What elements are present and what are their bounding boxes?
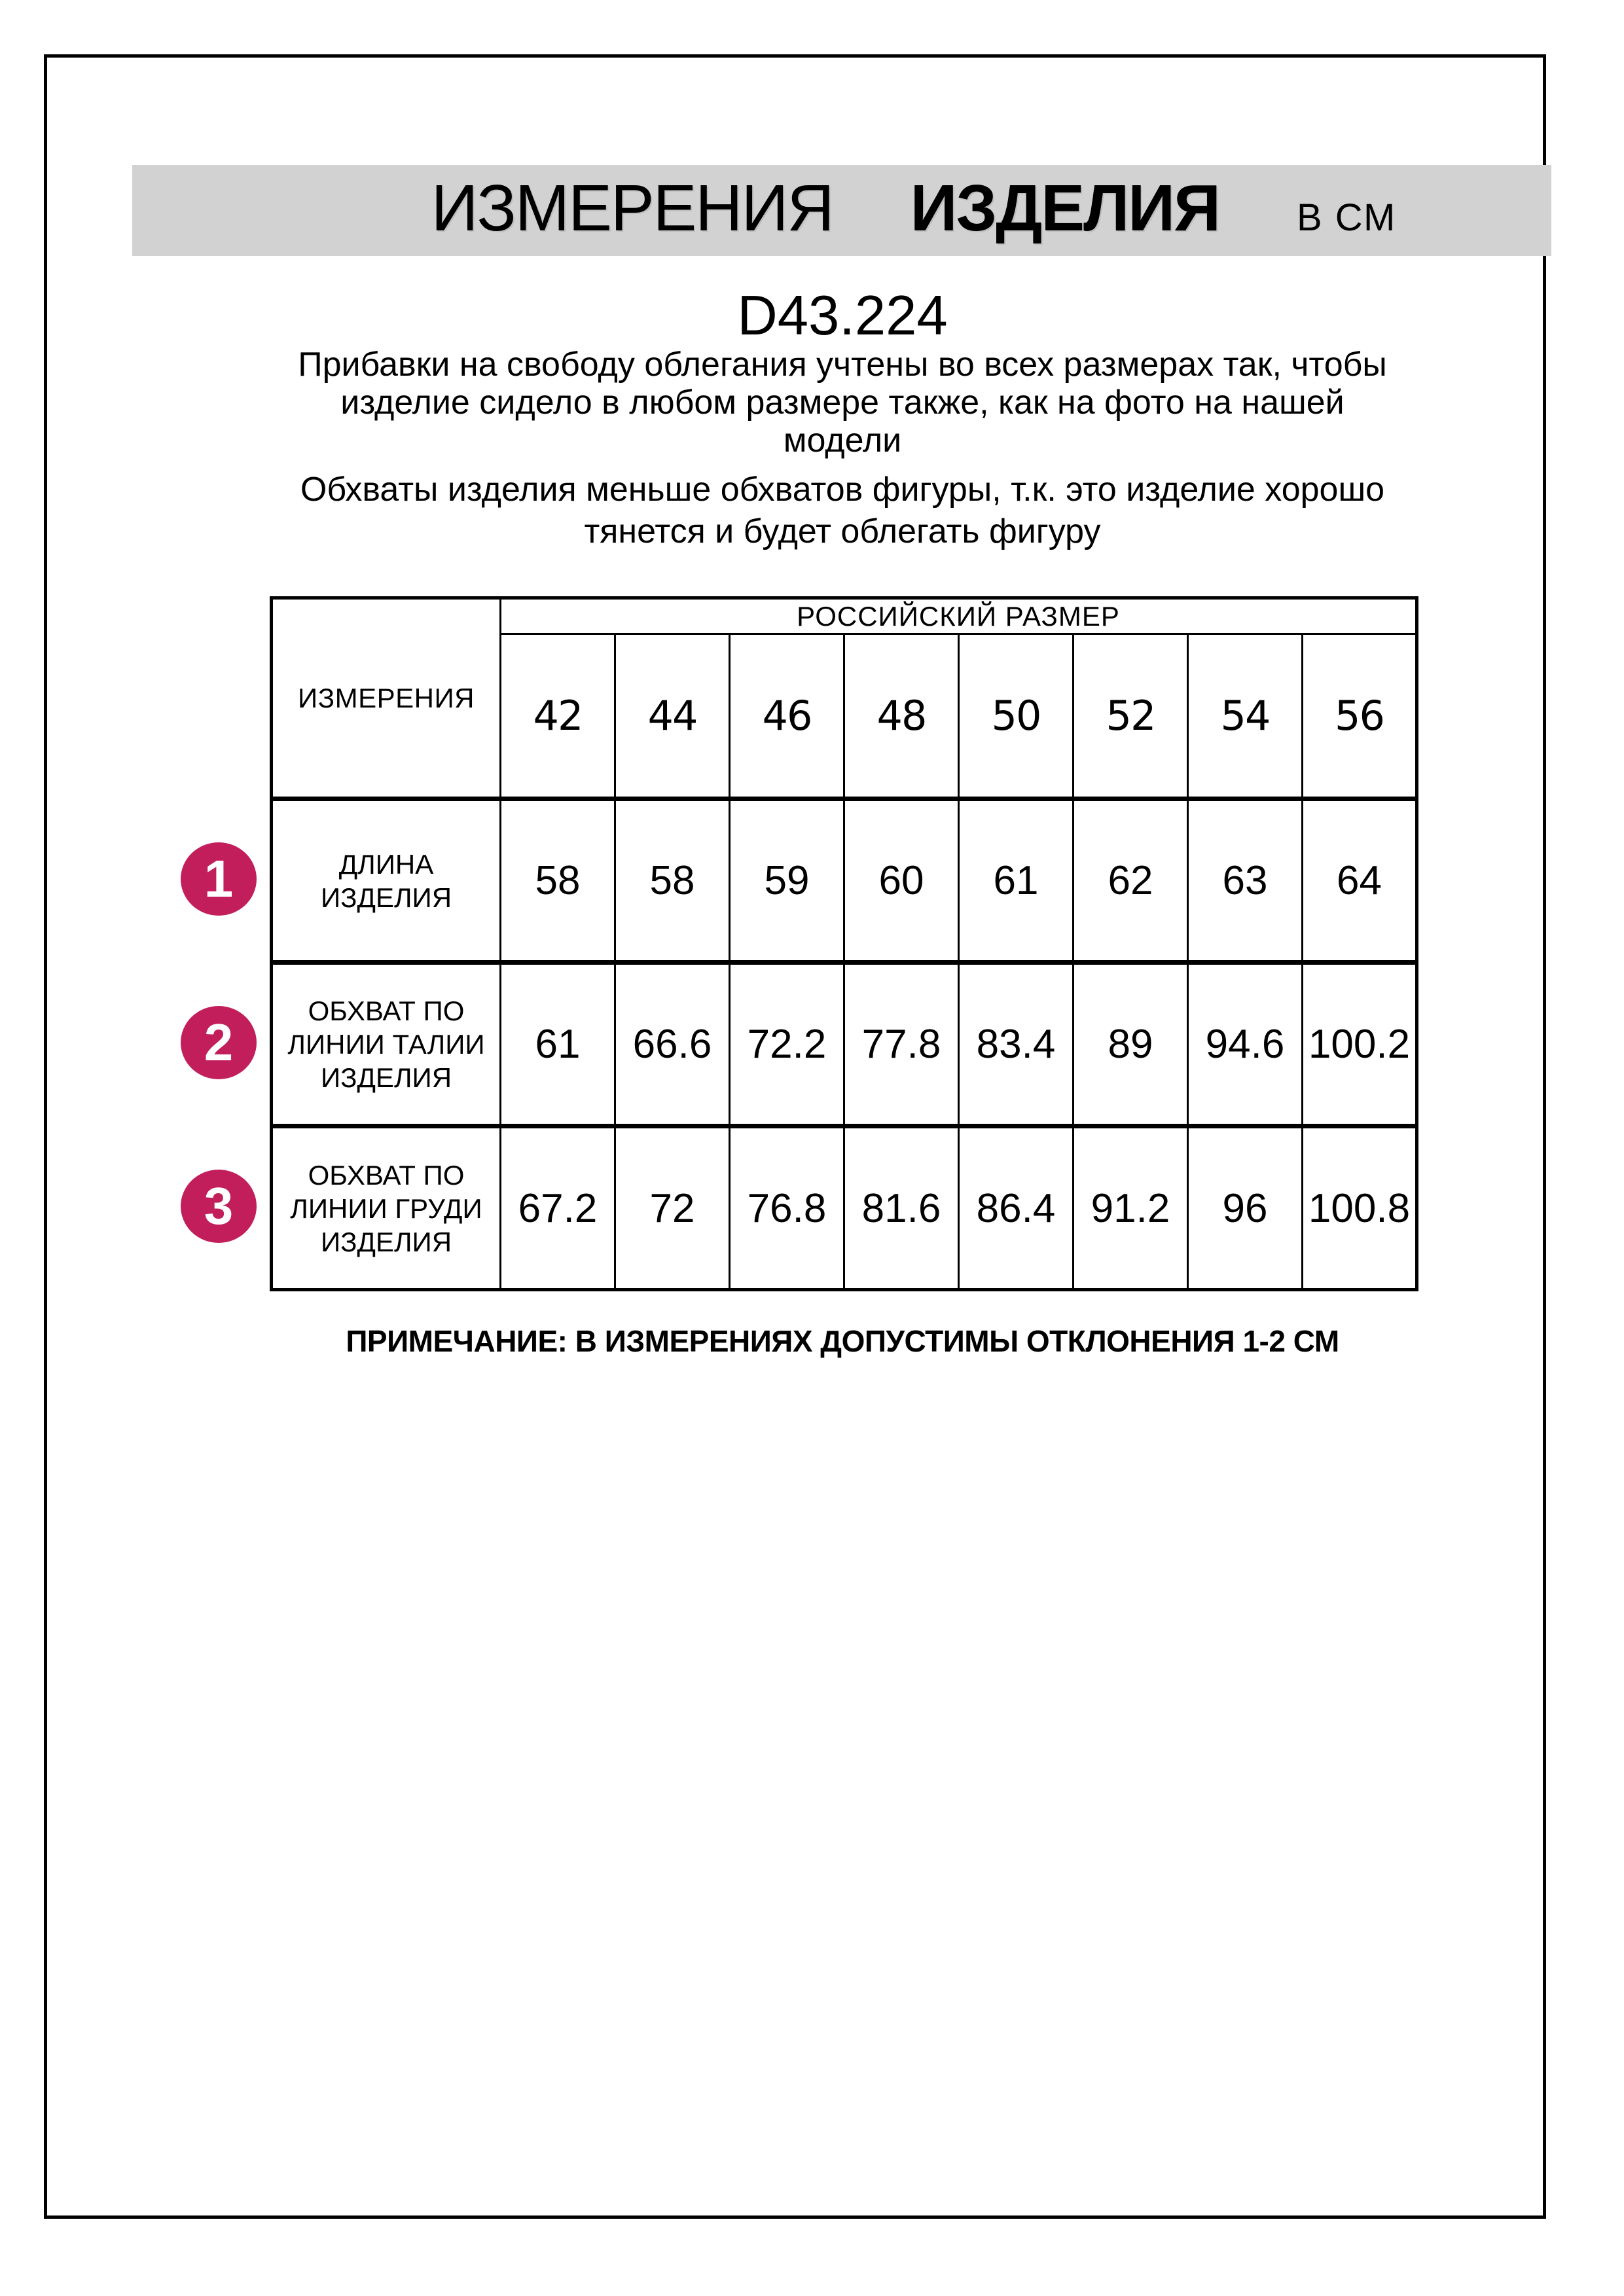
row-label-line: ОБХВАТ ПО bbox=[308, 1159, 465, 1191]
intro-paragraph-1-line-1: Прибавки на свободу облегания учтены во всех размерах так, чтобы bbox=[298, 346, 1387, 384]
size-value-cell: 100.8 bbox=[1303, 1126, 1417, 1290]
size-value-cell: 58 bbox=[501, 799, 615, 963]
size-column-header-50: 50 bbox=[959, 634, 1074, 799]
size-column-header-46: 46 bbox=[730, 634, 844, 799]
measurements-header-cell: ИЗМЕРЕНИЯ bbox=[272, 598, 501, 799]
row-label-chest bbox=[272, 1126, 501, 1290]
size-column-header-44: 44 bbox=[615, 634, 730, 799]
size-value-cell: 60 bbox=[844, 799, 959, 963]
size-value-cell: 76.8 bbox=[730, 1126, 844, 1290]
row-label-length bbox=[272, 799, 501, 963]
title-measurements: ИЗМЕРЕНИЯ bbox=[431, 171, 833, 245]
row-label-line: ДЛИНА bbox=[338, 848, 434, 880]
russian-size-header: РОССИЙСКИЙ РАЗМЕР bbox=[501, 598, 1417, 634]
page-frame bbox=[44, 54, 1546, 2219]
intro-paragraph-2-line-1: Обхваты изделия меньше обхватов фигуры, т.к. это изделие хорошо bbox=[300, 471, 1385, 509]
row-label-line: ОБХВАТ ПО bbox=[308, 996, 465, 1026]
row-label-line: ЛИНИИ ГРУДИ bbox=[290, 1193, 482, 1224]
note-text: ПРИМЕЧАНИЕ: В ИЗМЕРЕНИЯХ ДОПУСТИМЫ ОТКЛОНЕНИЯ 1-2 СМ bbox=[346, 1324, 1339, 1358]
size-value-cell: 96 bbox=[1188, 1126, 1303, 1290]
table-row-length bbox=[272, 799, 1417, 963]
title-product: ИЗДЕЛИЯ bbox=[910, 171, 1219, 245]
row-label-waist bbox=[272, 963, 501, 1126]
size-value-cell: 61 bbox=[959, 799, 1074, 963]
row-label-line: ИЗДЕЛИЯ bbox=[320, 1226, 452, 1257]
size-value-cell: 81.6 bbox=[844, 1126, 959, 1290]
size-value-cell: 72.2 bbox=[730, 963, 844, 1126]
intro-paragraph-1-line-2: изделие сидело в любом размере также, как на фото на нашей bbox=[340, 384, 1344, 422]
size-value-cell: 89 bbox=[1074, 963, 1188, 1126]
row-marker-3-number: 3 bbox=[204, 1177, 234, 1235]
size-column-header-54: 54 bbox=[1188, 634, 1303, 799]
intro-paragraph-2-line-2: тянется и будет облегать фигуру bbox=[584, 512, 1101, 550]
table-row-chest bbox=[272, 1126, 1417, 1290]
table-row-waist bbox=[272, 963, 1417, 1126]
row-label-line: ИЗДЕЛИЯ bbox=[320, 1062, 452, 1093]
row-marker-3 bbox=[181, 1170, 257, 1243]
size-value-cell: 61 bbox=[501, 963, 615, 1126]
row-marker-1 bbox=[181, 842, 257, 916]
size-table bbox=[270, 596, 1418, 1291]
intro-paragraph-1 bbox=[47, 346, 1624, 459]
model-code: D43.224 bbox=[737, 285, 948, 347]
size-value-cell: 83.4 bbox=[959, 963, 1074, 1126]
intro-paragraph-2 bbox=[47, 469, 1624, 552]
size-value-cell: 77.8 bbox=[844, 963, 959, 1126]
size-column-header-48: 48 bbox=[844, 634, 959, 799]
size-value-cell: 67.2 bbox=[501, 1126, 615, 1290]
size-value-cell: 64 bbox=[1303, 799, 1417, 963]
size-column-header-42: 42 bbox=[501, 634, 615, 799]
intro-paragraph-1-line-3: модели bbox=[783, 422, 902, 459]
row-label-line: ЛИНИИ ТАЛИИ bbox=[287, 1029, 485, 1060]
title-units: В СМ bbox=[1297, 196, 1397, 239]
row-label-line: ИЗДЕЛИЯ bbox=[320, 882, 452, 913]
size-value-cell: 63 bbox=[1188, 799, 1303, 963]
row-marker-1-number: 1 bbox=[204, 850, 234, 908]
size-value-cell: 91.2 bbox=[1074, 1126, 1188, 1290]
size-value-cell: 100.2 bbox=[1303, 963, 1417, 1126]
size-value-cell: 62 bbox=[1074, 799, 1188, 963]
size-value-cell: 58 bbox=[615, 799, 730, 963]
size-value-cell: 86.4 bbox=[959, 1126, 1074, 1290]
size-column-header-52: 52 bbox=[1074, 634, 1188, 799]
size-column-header-56: 56 bbox=[1303, 634, 1417, 799]
size-value-cell: 94.6 bbox=[1188, 963, 1303, 1126]
row-marker-2 bbox=[181, 1006, 257, 1079]
row-marker-2-number: 2 bbox=[204, 1013, 234, 1071]
title-banner bbox=[132, 165, 1551, 256]
size-value-cell: 72 bbox=[615, 1126, 730, 1290]
size-value-cell: 66.6 bbox=[615, 963, 730, 1126]
size-value-cell: 59 bbox=[730, 799, 844, 963]
